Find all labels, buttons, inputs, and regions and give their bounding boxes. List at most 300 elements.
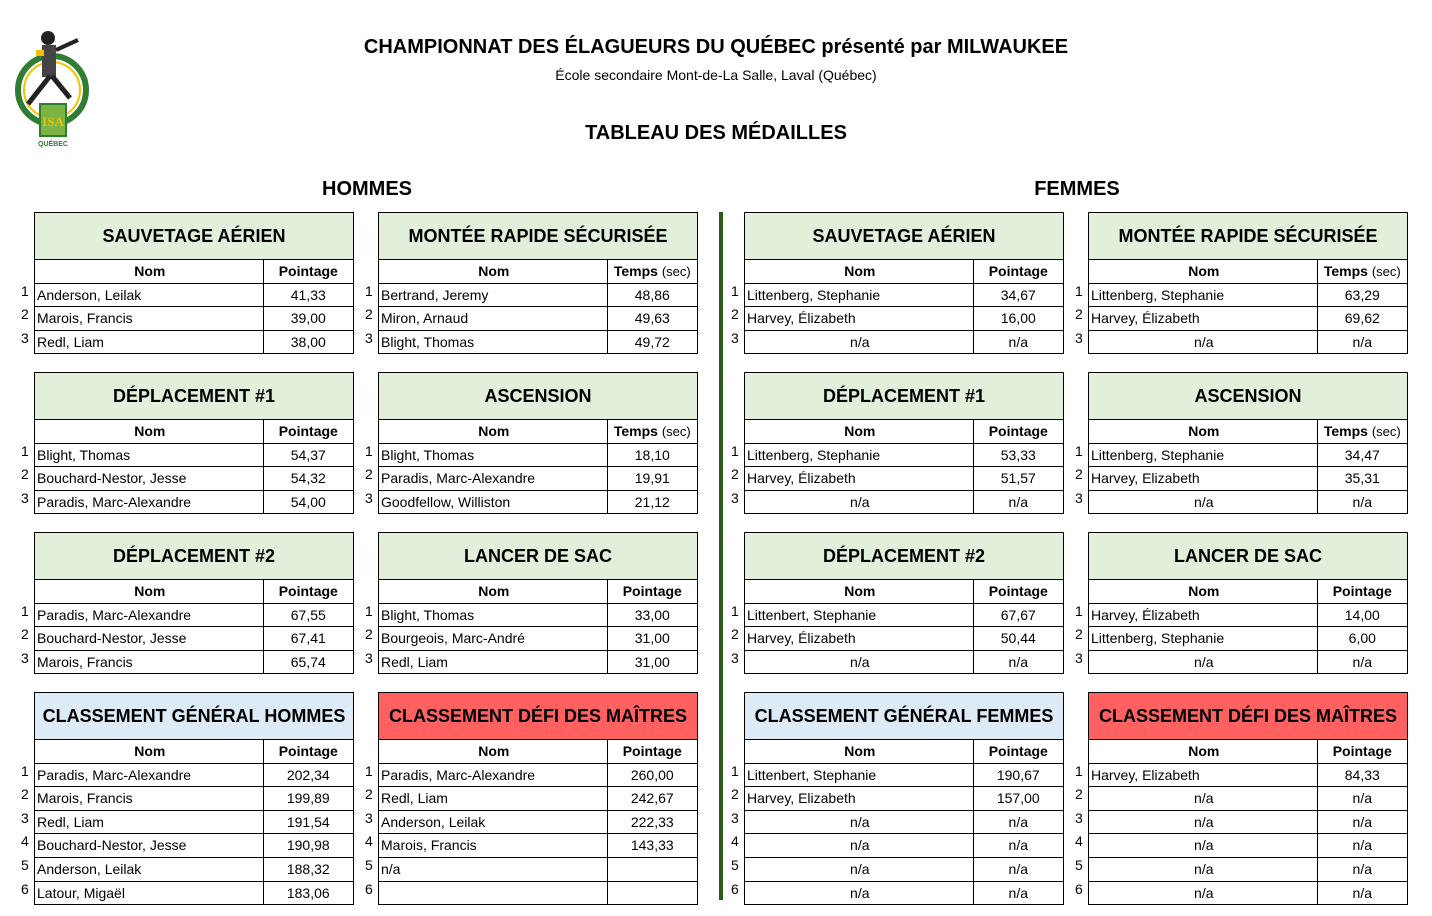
rank-number: 1 [21,762,29,779]
table-box [744,692,1064,905]
section-title-men: HOMMES [322,178,412,200]
table-row [1089,331,1407,354]
rank-number: 1 [731,282,739,299]
column-header-unit: (sec) [661,424,691,439]
athlete-name: Harvey, Élizabeth [745,627,974,650]
table-row [1089,834,1407,858]
event-title: LANCER DE SAC [379,533,697,580]
rank-number: 1 [1075,282,1083,299]
athlete-name: Littenberg, Stephanie [745,444,974,467]
athlete-name: n/a [745,491,974,514]
rank-number: 2 [731,626,739,643]
athlete-name: Blight, Thomas [379,604,608,627]
athlete-value [608,882,697,905]
athlete-name: n/a [1089,811,1318,834]
athlete-value: 67,41 [290,630,326,647]
athlete-value: 21,12 [634,493,670,510]
athlete-name: n/a [1089,882,1318,905]
athlete-name: Latour, Migaël [35,882,264,905]
column-header-row [379,420,697,444]
table-row [379,834,697,858]
event-title: CLASSEMENT GÉNÉRAL HOMMES [35,693,353,740]
athlete-name: Littenbert, Stephanie [745,764,974,787]
athlete-name: n/a [745,882,974,905]
column-header-unit: (sec) [1371,264,1401,279]
rank-number: 5 [731,857,739,873]
athlete-name: Goodfellow, Williston [379,491,608,514]
athlete-value: n/a [1352,813,1373,830]
column-header-time: Temps [1323,423,1368,439]
table-box [34,212,354,354]
rank-number: 3 [731,489,739,506]
column-header-value: Pointage [278,743,338,759]
column-header-row [1089,740,1407,764]
athlete-name: Harvey, Elizabeth [1089,467,1318,490]
table-row [745,604,1063,628]
column-header-row [745,420,1063,444]
column-header-row [379,740,697,764]
rank-number: 1 [1075,442,1083,459]
rank-number: 5 [365,857,373,873]
column-header-name: Nom [1089,260,1318,283]
column-header-value: Pointage [278,583,338,599]
table-row [1089,491,1407,514]
athlete-name: Marois, Francis [35,787,264,810]
athlete-value: 33,00 [634,606,670,623]
table-row [745,882,1063,905]
rank-number: 6 [1075,880,1083,897]
column-header-name: Nom [1089,740,1318,763]
athlete-name: n/a [745,811,974,834]
athlete-value: n/a [1008,813,1029,830]
athlete-value: 49,72 [634,333,670,350]
table-row [35,787,353,811]
table-row [35,858,353,882]
athlete-name: n/a [1089,858,1318,881]
athlete-name: Bourgeois, Marc-André [379,627,608,650]
athlete-name: Marois, Francis [35,651,264,674]
table-box [744,212,1064,354]
table-row [379,331,697,354]
event-title: DÉPLACEMENT #2 [35,533,353,580]
event-title: DÉPLACEMENT #1 [745,373,1063,420]
table-row [379,882,697,905]
athlete-name: Paradis, Marc-Alexandre [379,467,608,490]
table-row [745,331,1063,354]
athlete-value: n/a [1352,860,1373,877]
section-divider [719,212,723,900]
athlete-value: n/a [1352,837,1373,854]
athlete-name: n/a [745,651,974,674]
athlete-value: 53,33 [1000,446,1036,463]
event-title: ASCENSION [379,373,697,420]
rank-number: 5 [21,857,29,873]
rank-number: 4 [21,833,29,850]
event-title: MONTÉE RAPIDE SÉCURISÉE [379,213,697,260]
rank-number: 2 [1075,626,1083,643]
table-row [35,627,353,651]
rank-number: 1 [365,442,373,459]
rank-number: 6 [21,880,29,897]
table-row [745,467,1063,491]
table-box [1088,532,1408,674]
column-header-row [745,740,1063,764]
rank-number: 2 [731,466,739,483]
column-header-row [35,740,353,764]
rank-number: 2 [21,786,29,803]
athlete-name: Harvey, Elizabeth [1089,764,1318,787]
column-header-row [379,260,697,284]
rank-number: 2 [1075,786,1083,803]
rank-number: 1 [731,442,739,459]
athlete-value: n/a [1352,493,1373,510]
rank-number: 4 [365,833,373,850]
rank-number: 3 [731,649,739,666]
rank-number: 3 [365,329,373,346]
rank-number: 1 [365,762,373,779]
athlete-value: n/a [1008,860,1029,877]
athlete-value: 242,67 [630,790,674,807]
venue-subtitle: École secondaire Mont-de-La Salle, Laval (Québec) [555,67,877,83]
table-row [1089,787,1407,811]
athlete-value: 190,67 [996,766,1040,783]
table-row [379,491,697,514]
table-row [1089,467,1407,491]
athlete-name: Harvey, Elizabeth [745,787,974,810]
column-header-name: Nom [379,420,608,443]
athlete-name: n/a [379,858,608,881]
rank-number: 3 [365,489,373,506]
column-header-unit: (sec) [1371,424,1401,439]
event-title: LANCER DE SAC [1089,533,1407,580]
rank-number: 2 [731,306,739,323]
athlete-value: 54,37 [290,446,326,463]
athlete-value: n/a [1008,884,1029,901]
table-row [379,467,697,491]
athlete-name: Anderson, Leilak [35,284,264,307]
rank-number: 3 [731,809,739,826]
column-header-name: Nom [35,580,264,603]
rank-number: 2 [21,626,29,643]
table-row [1089,882,1407,905]
table-row [35,882,353,905]
athlete-value: 51,57 [1000,470,1036,487]
rank-number: 2 [21,466,29,483]
table-box [744,372,1064,514]
medal-board-title: TABLEAU DES MÉDAILLES [585,122,847,144]
rank-number: 6 [731,880,739,897]
rank-number: 5 [1075,857,1083,873]
rank-number: 3 [1075,329,1083,346]
athlete-value: 191,54 [286,813,330,830]
table-row [35,491,353,514]
page-title: CHAMPIONNAT DES ÉLAGUEURS DU QUÉBEC présenté par MILWAUKEE [363,36,1069,58]
event-title: CLASSEMENT DÉFI DES MAÎTRES [1089,693,1407,740]
table-row [1089,651,1407,674]
rank-number: 3 [731,329,739,346]
table-box [744,532,1064,674]
event-title: CLASSEMENT GÉNÉRAL FEMMES [745,693,1063,740]
rank-number: 1 [731,762,739,779]
table-row [35,811,353,835]
column-header-row [35,420,353,444]
table-row [35,331,353,354]
athlete-name: Littenbert, Stephanie [745,604,974,627]
column-header-value [608,420,697,443]
column-header-time: Temps [613,423,658,439]
athlete-value: 54,00 [290,493,326,510]
column-header-name: Nom [35,740,264,763]
athlete-value: 69,62 [1344,310,1380,327]
rank-number: 6 [365,880,373,897]
athlete-name: Marois, Francis [35,307,264,330]
athlete-value: 202,34 [286,766,330,783]
column-header-row [35,580,353,604]
table-row [379,307,697,331]
athlete-name: Harvey, Élizabeth [1089,307,1318,330]
column-header-name: Nom [745,740,974,763]
athlete-name: Harvey, Élizabeth [745,467,974,490]
athlete-value: 190,98 [286,837,330,854]
table-row [745,764,1063,788]
column-header-value [1318,260,1407,283]
column-header-value: Pointage [1332,743,1392,759]
table-row [35,834,353,858]
athlete-value: 31,00 [634,653,670,670]
athlete-name: Littenberg, Stephanie [745,284,974,307]
column-header-value: Pointage [278,423,338,439]
athlete-value: 183,06 [286,884,330,901]
table-row [379,604,697,628]
column-header-name: Nom [379,740,608,763]
athlete-name: Blight, Thomas [379,331,608,354]
athlete-value: 50,44 [1000,630,1036,647]
column-header-row [745,580,1063,604]
athlete-name: Miron, Arnaud [379,307,608,330]
table-row [379,811,697,835]
column-header-name: Nom [745,580,974,603]
athlete-value: n/a [1352,790,1373,807]
athlete-value: 49,63 [634,310,670,327]
rank-number: 4 [1075,833,1083,850]
rank-number: 1 [21,282,29,299]
athlete-value: 6,00 [1348,630,1376,647]
column-header-value: Pointage [988,743,1048,759]
athlete-value: 14,00 [1344,606,1380,623]
rank-number: 2 [365,786,373,803]
table-row [745,811,1063,835]
event-title: ASCENSION [1089,373,1407,420]
column-header-value: Pointage [278,263,338,279]
column-header-name: Nom [379,580,608,603]
rank-number: 3 [21,649,29,666]
section-title-women: FEMMES [1034,178,1120,200]
rank-number: 1 [731,602,739,619]
table-row [1089,444,1407,468]
table-box [1088,212,1408,354]
table-row [379,764,697,788]
table-box [378,212,698,354]
table-row [379,858,697,882]
rank-number: 3 [21,489,29,506]
athlete-value: 67,55 [290,606,326,623]
athlete-name: n/a [1089,491,1318,514]
table-row [35,764,353,788]
athlete-name: Redl, Liam [35,811,264,834]
athlete-value: 63,29 [1344,286,1380,303]
column-header-row [35,260,353,284]
athlete-value: 188,32 [286,860,330,877]
column-header-value: Pointage [988,263,1048,279]
athlete-value: n/a [1008,837,1029,854]
athlete-name: Bouchard-Nestor, Jesse [35,467,264,490]
event-title: DÉPLACEMENT #1 [35,373,353,420]
athlete-value: 31,00 [634,630,670,647]
athlete-name: Redl, Liam [379,787,608,810]
rank-number: 4 [731,833,739,850]
athlete-value: 143,33 [630,837,674,854]
event-title: MONTÉE RAPIDE SÉCURISÉE [1089,213,1407,260]
athlete-name: Paradis, Marc-Alexandre [35,764,264,787]
column-header-row [1089,580,1407,604]
table-row [1089,284,1407,308]
rank-number: 1 [365,282,373,299]
rank-number: 1 [21,442,29,459]
athlete-name: n/a [1089,787,1318,810]
athlete-name: Anderson, Leilak [35,858,264,881]
rank-number: 3 [1075,489,1083,506]
athlete-name: Paradis, Marc-Alexandre [35,604,264,627]
table-box [378,372,698,514]
table-row [745,284,1063,308]
rank-number: 2 [21,306,29,323]
column-header-name: Nom [1089,420,1318,443]
athlete-name: n/a [745,331,974,354]
table-row [745,787,1063,811]
athlete-name: n/a [1089,834,1318,857]
event-title: SAUVETAGE AÉRIEN [35,213,353,260]
athlete-name: Paradis, Marc-Alexandre [35,491,264,514]
athlete-name [379,882,608,905]
athlete-name: Blight, Thomas [379,444,608,467]
rank-number: 2 [1075,466,1083,483]
event-title: SAUVETAGE AÉRIEN [745,213,1063,260]
table-row [745,307,1063,331]
rank-number: 2 [365,626,373,643]
athlete-name: Anderson, Leilak [379,811,608,834]
athlete-value: 19,91 [634,470,670,487]
athlete-value: 54,32 [290,470,326,487]
table-row [35,307,353,331]
athlete-name: Harvey, Élizabeth [1089,604,1318,627]
athlete-name: Redl, Liam [379,651,608,674]
table-row [745,858,1063,882]
athlete-name: Littenberg, Stephanie [1089,444,1318,467]
rank-number: 3 [1075,649,1083,666]
athlete-value: n/a [1352,884,1373,901]
table-row [1089,307,1407,331]
rank-number: 1 [1075,602,1083,619]
athlete-name: Blight, Thomas [35,444,264,467]
athlete-value: 84,33 [1344,766,1380,783]
athlete-value: 48,86 [634,286,670,303]
column-header-value: Pointage [1332,583,1392,599]
rank-number: 2 [731,786,739,803]
rank-number: 3 [21,329,29,346]
athlete-value: 34,67 [1000,286,1036,303]
athlete-name: Bouchard-Nestor, Jesse [35,834,264,857]
column-header-row [745,260,1063,284]
table-row [1089,604,1407,628]
table-row [379,651,697,674]
athlete-name: Harvey, Élizabeth [745,307,974,330]
table-row [35,444,353,468]
table-box [34,372,354,514]
athlete-value: 222,33 [630,813,674,830]
table-row [745,444,1063,468]
athlete-value: n/a [1008,333,1029,350]
athlete-name: Bouchard-Nestor, Jesse [35,627,264,650]
column-header-unit: (sec) [661,264,691,279]
table-row [379,787,697,811]
table-row [35,651,353,674]
column-header-name: Nom [35,260,264,283]
athlete-value: 260,00 [630,766,674,783]
column-header-name: Nom [745,260,974,283]
column-header-time: Temps [613,263,658,279]
athlete-value: 65,74 [290,653,326,670]
rank-number: 3 [365,649,373,666]
athlete-value: 34,47 [1344,446,1380,463]
column-header-name: Nom [379,260,608,283]
athlete-name: Redl, Liam [35,331,264,354]
athlete-name: Paradis, Marc-Alexandre [379,764,608,787]
rank-number: 3 [365,809,373,826]
table-row [35,284,353,308]
table-box [34,532,354,674]
athlete-value: 199,89 [286,790,330,807]
table-box [378,532,698,674]
athlete-name: Marois, Francis [379,834,608,857]
athlete-name: Littenberg, Stephanie [1089,627,1318,650]
table-row [379,444,697,468]
table-row [745,834,1063,858]
rank-number: 2 [365,306,373,323]
table-row [379,627,697,651]
svg-text:ISA: ISA [42,114,64,129]
rank-number: 1 [21,602,29,619]
athlete-value: 35,31 [1344,470,1380,487]
athlete-name: Bertrand, Jeremy [379,284,608,307]
column-header-name: Nom [35,420,264,443]
rank-number: 2 [365,466,373,483]
rank-number: 1 [1075,762,1083,779]
athlete-value: n/a [1008,493,1029,510]
athlete-value: 41,33 [290,286,326,303]
table-row [379,284,697,308]
event-title: CLASSEMENT DÉFI DES MAÎTRES [379,693,697,740]
rank-number: 1 [365,602,373,619]
column-header-row [1089,260,1407,284]
athlete-value: 38,00 [290,333,326,350]
athlete-value: n/a [1352,333,1373,350]
table-row [35,467,353,491]
rank-number: 3 [1075,809,1083,826]
athlete-value: 16,00 [1000,310,1036,327]
table-row [745,627,1063,651]
athlete-name: Littenberg, Stephanie [1089,284,1318,307]
athlete-name: n/a [1089,651,1318,674]
